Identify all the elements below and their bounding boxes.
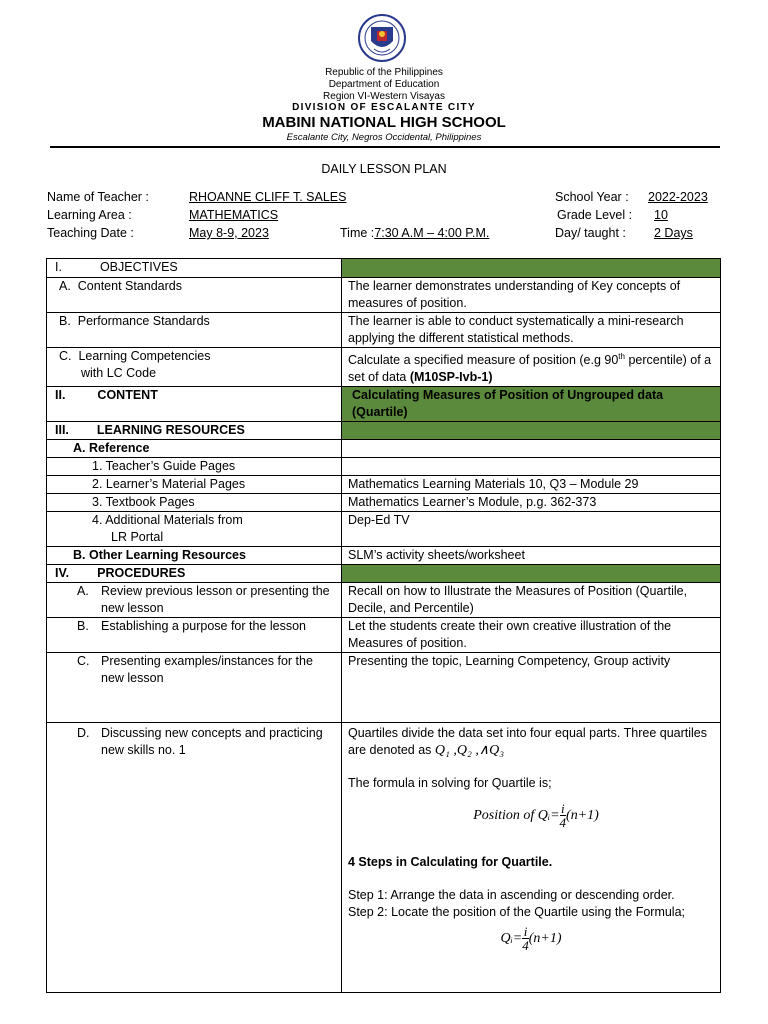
- item-letter: B.: [77, 619, 89, 634]
- formula-intro: The formula in solving for Quartile is;: [348, 776, 552, 791]
- grade-label: Grade Level :: [557, 208, 633, 222]
- additional-materials-label: [47, 512, 342, 547]
- step-2: Step 2: Locate the position of the Quartile using the Formula;: [348, 905, 686, 920]
- teachers-guide-value: [342, 458, 721, 476]
- item-letter: D.: [77, 726, 90, 741]
- performance-standards-value: The learner is able to conduct systematically a mini-research applying the different statistical methods.: [342, 313, 721, 348]
- purpose-value: Let the students create their own creative illustration of the Measures of position.: [342, 618, 721, 653]
- table-row: [47, 512, 721, 547]
- department-line: Department of Education: [328, 79, 440, 90]
- document-title: DAILY LESSON PLAN: [321, 162, 447, 176]
- procedures-cell: [47, 565, 342, 583]
- date-value: May 8-9, 2023: [189, 226, 269, 240]
- table-row: [47, 618, 721, 653]
- discussing-label: Discussing new concepts and practicing new skills no. 1: [101, 726, 323, 758]
- school-name: MABINI NATIONAL HIGH SCHOOL: [262, 114, 506, 131]
- presenting-value: Presenting the topic, Learning Competency, Group activity: [342, 653, 721, 723]
- section-number: I.: [55, 260, 62, 274]
- table-row: [47, 494, 721, 512]
- reference-label: A. Reference: [47, 440, 342, 458]
- item-letter: C.: [77, 654, 90, 669]
- formula2-lhs: Qᵢ=: [500, 930, 523, 946]
- other-resources-value: SLM’s activity sheets/worksheet: [342, 547, 721, 565]
- quartile-intro: [348, 725, 714, 759]
- quartile-symbols: Q₁ ,Q₂ ,∧Q₃: [434, 743, 505, 759]
- deped-seal-logo: [347, 13, 417, 63]
- content-standards-cell: [47, 278, 342, 313]
- purpose-label: Establishing a purpose for the lesson: [101, 619, 306, 634]
- item-letter: B.: [59, 314, 71, 328]
- table-row: [47, 313, 721, 348]
- table-row: [47, 476, 721, 494]
- section-number: IV.: [55, 566, 70, 581]
- lr-portal-text: LR Portal: [111, 530, 164, 545]
- learners-material-label: 2. Learner’s Material Pages: [47, 476, 342, 494]
- review-cell: [47, 583, 342, 618]
- teacher-label: Name of Teacher :: [47, 190, 149, 204]
- presenting-cell: [47, 653, 342, 723]
- objectives-heading: OBJECTIVES: [99, 260, 178, 274]
- lesson-plan-table: [46, 258, 721, 993]
- item-letter: A.: [77, 584, 89, 599]
- textbook-label: 3. Textbook Pages: [47, 494, 342, 512]
- table-row: [47, 422, 721, 440]
- table-row: [47, 278, 721, 313]
- competency-sup: th: [618, 352, 625, 361]
- area-label: Learning Area :: [47, 208, 132, 222]
- fraction-denominator: 4: [522, 938, 529, 954]
- green-cell: [342, 565, 721, 583]
- section-number: III.: [55, 423, 69, 438]
- competencies-cell: [47, 348, 342, 387]
- header-divider: [50, 146, 720, 148]
- content-standards-label: Content Standards: [77, 279, 183, 293]
- resources-cell: [47, 422, 342, 440]
- objectives-cell: [47, 259, 342, 278]
- table-row: [47, 723, 721, 993]
- table-row: [47, 565, 721, 583]
- formula-lhs: Position of Qᵢ=: [473, 807, 560, 823]
- fraction-denominator: 4: [559, 815, 567, 831]
- school-year-label: School Year :: [555, 190, 629, 204]
- content-heading: CONTENT: [97, 388, 158, 403]
- quartile-intro-text: Quartiles divide the data set into four equal parts. Three quartiles are denoted as: [348, 726, 708, 758]
- formula-rhs: (n+1): [566, 807, 599, 823]
- textbook-value: Mathematics Learner’s Module, p.g. 362-373: [342, 494, 721, 512]
- table-row: [47, 387, 721, 422]
- discussing-cell: [47, 723, 342, 993]
- resources-heading: LEARNING RESOURCES: [96, 423, 245, 438]
- table-row: [47, 259, 721, 278]
- content-value: Calculating Measures of Position of Ungrouped data (Quartile): [342, 387, 721, 422]
- table-row: [47, 440, 721, 458]
- discussing-value: [342, 723, 721, 993]
- performance-standards-cell: [47, 313, 342, 348]
- school-year-value: 2022-2023: [648, 190, 708, 204]
- fraction-numerator: i: [523, 924, 528, 940]
- green-cell: [342, 259, 721, 278]
- time-field: [340, 226, 489, 241]
- performance-standards-label: Performance Standards: [77, 314, 210, 328]
- table-row: [47, 653, 721, 723]
- competency-text: Calculate a specified measure of position (e.g 90: [348, 353, 619, 368]
- quartile-formula: [348, 925, 714, 959]
- table-row: [47, 458, 721, 476]
- other-resources-label: B. Other Learning Resources: [47, 547, 342, 565]
- section-number: II.: [55, 388, 66, 403]
- fraction-numerator: i: [560, 801, 565, 817]
- review-label: Review previous lesson or presenting the new lesson: [101, 584, 330, 616]
- content-standards-value: The learner demonstrates understanding of Key concepts of measures of position.: [342, 278, 721, 313]
- learners-material-value: Mathematics Learning Materials 10, Q3 – Module 29: [342, 476, 721, 494]
- days-label: Day/ taught :: [555, 226, 626, 240]
- table-row: [47, 583, 721, 618]
- content-cell: [47, 387, 342, 422]
- purpose-cell: [47, 618, 342, 653]
- time-label: Time :: [340, 226, 375, 240]
- date-label: Teaching Date :: [47, 226, 134, 240]
- position-formula: [348, 802, 714, 838]
- item-letter: C.: [59, 349, 72, 363]
- additional-materials-value: Dep-Ed TV: [342, 512, 721, 547]
- step-1: Step 1: Arrange the data in ascending or descending order.: [348, 888, 675, 903]
- division-line: DIVISION OF ESCALANTE CITY: [292, 102, 476, 113]
- republic-line: Republic of the Philippines: [325, 67, 443, 78]
- reference-value: [342, 440, 721, 458]
- competencies-label: Learning Competencies: [78, 349, 211, 363]
- area-value: MATHEMATICS: [189, 208, 279, 222]
- procedures-heading: PROCEDURES: [97, 566, 186, 581]
- formula2-rhs: (n+1): [528, 930, 562, 946]
- school-address: Escalante City, Negros Occidental, Philippines: [286, 132, 482, 143]
- review-value: Recall on how to Illustrate the Measures of Position (Quartile, Decile, and Percentile): [342, 583, 721, 618]
- table-row: [47, 547, 721, 565]
- additional-materials-text: 4. Additional Materials from: [92, 513, 243, 528]
- region-line: Region VI-Western Visayas: [323, 91, 445, 102]
- steps-title: 4 Steps in Calculating for Quartile.: [348, 855, 553, 870]
- item-letter: A.: [59, 279, 71, 293]
- teachers-guide-label: 1. Teacher’s Guide Pages: [47, 458, 342, 476]
- table-row: [47, 348, 721, 387]
- lc-code: (M10SP-Ivb-1): [409, 370, 493, 385]
- competency-text-2: percentile) of a set of data: [348, 353, 712, 385]
- green-cell: [342, 422, 721, 440]
- time-value: 7:30 A.M – 4:00 P.M.: [374, 226, 490, 240]
- presenting-label: Presenting examples/instances for the new lesson: [101, 654, 313, 686]
- grade-value: 10: [654, 208, 668, 222]
- competencies-label-2: with LC Code: [81, 366, 157, 380]
- days-value: 2 Days: [654, 226, 693, 240]
- teacher-value: RHOANNE CLIFF T. SALES: [189, 190, 347, 204]
- competencies-value: [342, 348, 721, 387]
